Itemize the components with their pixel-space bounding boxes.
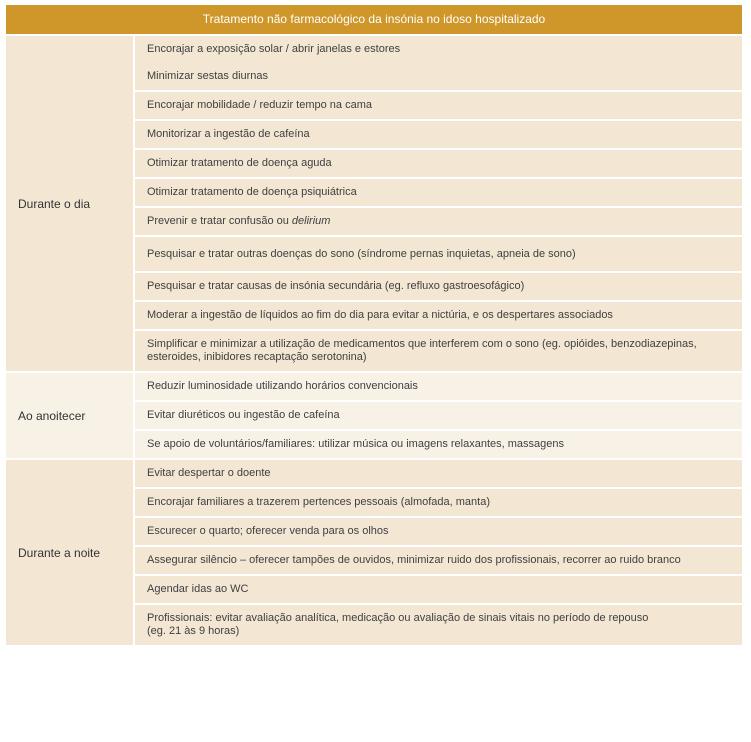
table-row: Escurecer o quarto; oferecer venda para os olhos	[135, 516, 742, 545]
table-row	[135, 206, 742, 235]
group-items	[133, 36, 742, 371]
row-text: Prevenir e tratar confusão ou	[147, 215, 289, 227]
table-row: Reduzir luminosidade utilizando horários convencionais	[135, 373, 742, 400]
insomnia-treatment-table	[6, 5, 742, 645]
table-row: Otimizar tratamento de doença aguda	[135, 148, 742, 177]
table-row: Encorajar familiares a trazerem pertences pessoais (almofada, manta)	[135, 487, 742, 516]
table-row: Pesquisar e tratar causas de insónia secundária (eg. refluxo gastroesofágico)	[135, 271, 742, 300]
group-during-night	[6, 458, 742, 645]
table-row: Assegurar silêncio – oferecer tampões de ouvidos, minimizar ruido dos profissionais, recorrer ao ruido branco	[135, 545, 742, 574]
row-text-line: Profissionais: evitar avaliação analítica, medicação ou avaliação de sinais vitais no período de repouso	[147, 612, 649, 624]
table-row: Moderar a ingestão de líquidos ao fim do dia para evitar a nictúria, e os despertares associados	[135, 300, 742, 329]
table-row: Monitorizar a ingestão de cafeína	[135, 119, 742, 148]
table-title: Tratamento não farmacológico da insónia no idoso hospitalizado	[6, 5, 742, 34]
table-row: Otimizar tratamento de doença psiquiátrica	[135, 177, 742, 206]
group-during-day	[6, 34, 742, 371]
table-row: Evitar despertar o doente	[135, 460, 742, 487]
table-row: Pesquisar e tratar outras doenças do sono (síndrome pernas inquietas, apneia de sono)	[135, 235, 742, 271]
table-row: Agendar idas ao WC	[135, 574, 742, 603]
table-row: Se apoio de voluntários/familiares: utilizar música ou imagens relaxantes, massagens	[135, 429, 742, 458]
table-row: Simplificar e minimizar a utilização de medicamentos que interferem com o sono (eg. opióides, benzodiazepinas, esteroides, inibidores recaptação serotonina)	[135, 329, 742, 371]
group-items	[133, 460, 742, 645]
group-label: Durante a noite	[18, 545, 101, 560]
row-text-italic: delirium	[291, 215, 331, 227]
table-row: Evitar diuréticos ou ingestão de cafeína	[135, 400, 742, 429]
table-row: Encorajar mobilidade / reduzir tempo na cama	[135, 90, 742, 119]
group-label: Ao anoitecer	[18, 408, 86, 423]
table-row: Minimizar sestas diurnas	[135, 63, 742, 90]
table-row	[135, 603, 742, 645]
group-evening	[6, 371, 742, 458]
group-items	[133, 373, 742, 458]
row-text-line: (eg. 21 às 9 horas)	[147, 625, 240, 637]
group-label: Durante o dia	[18, 196, 91, 211]
table-row: Encorajar a exposição solar / abrir janelas e estores	[135, 36, 742, 63]
